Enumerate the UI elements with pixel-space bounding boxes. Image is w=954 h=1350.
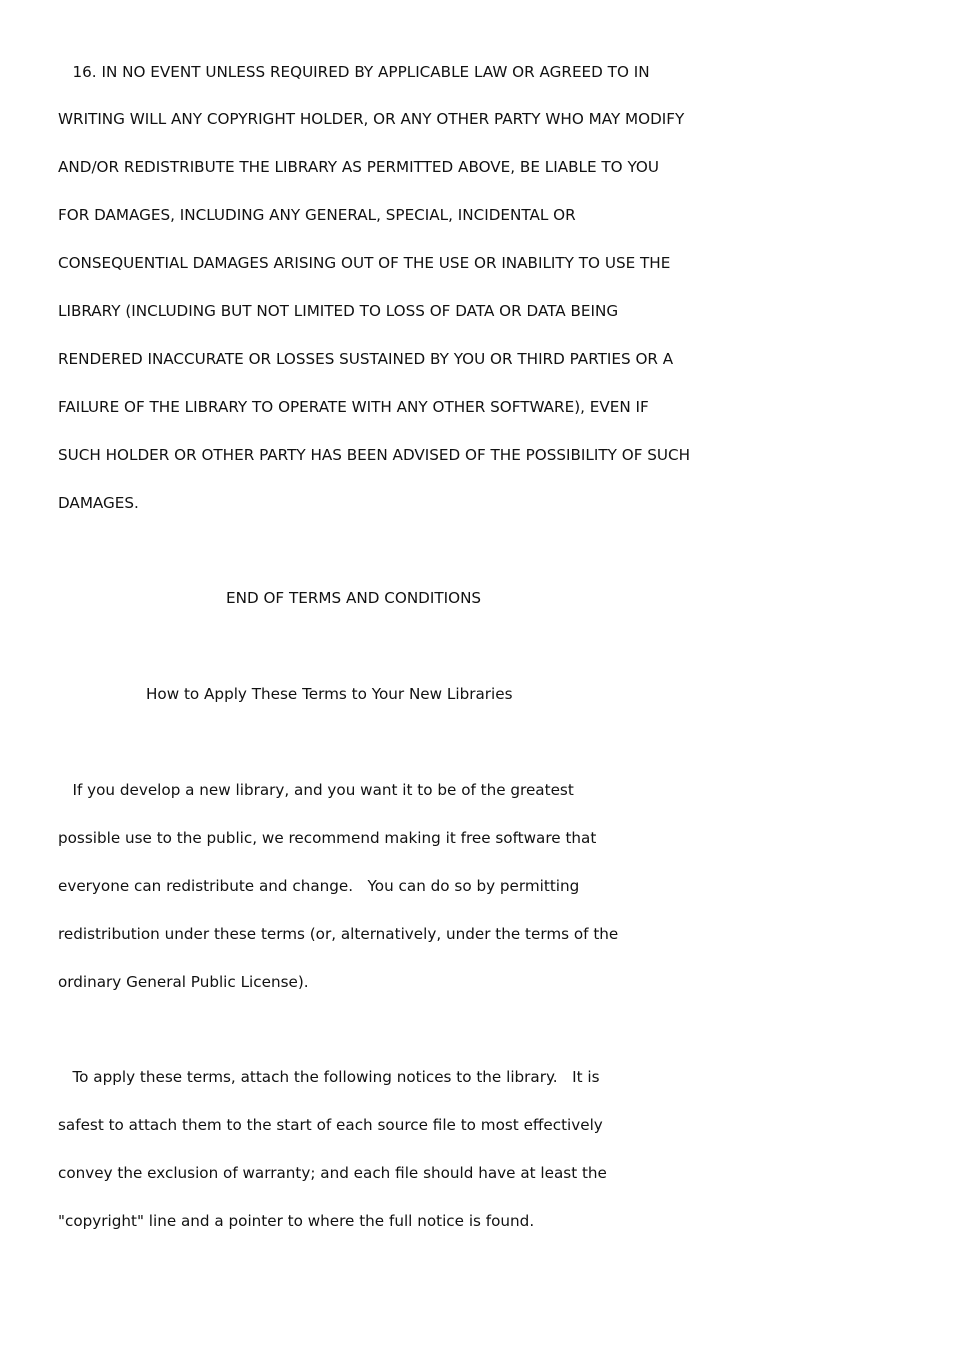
section-16-line: WRITING WILL ANY COPYRIGHT HOLDER, OR ANY OTHER PARTY WHO MAY MODIFY — [58, 110, 685, 128]
section-16-line: DAMAGES. — [58, 494, 139, 512]
paragraph-line: convey the exclusion of warranty; and each file should have at least the — [58, 1164, 607, 1182]
how-to-apply-heading: How to Apply These Terms to Your New Libraries — [146, 685, 513, 703]
paragraph-line: everyone can redistribute and change. You can do so by permitting — [58, 877, 580, 895]
paragraph-line: "copyright" line and a pointer to where the full notice is found. — [58, 1212, 535, 1230]
paragraph-line: If you develop a new library, and you want it to be of the greatest — [58, 781, 574, 799]
paragraph-line: possible use to the public, we recommend making it free software that — [58, 829, 597, 847]
section-16-line: FOR DAMAGES, INCLUDING ANY GENERAL, SPECIAL, INCIDENTAL OR — [58, 206, 576, 224]
paragraph-line: safest to attach them to the start of each source file to most effectively — [58, 1116, 603, 1134]
section-16-line: AND/OR REDISTRIBUTE THE LIBRARY AS PERMITTED ABOVE, BE LIABLE TO YOU — [58, 158, 659, 176]
section-16-line: LIBRARY (INCLUDING BUT NOT LIMITED TO LOSS OF DATA OR DATA BEING — [58, 302, 619, 320]
end-of-terms-heading: END OF TERMS AND CONDITIONS — [226, 589, 482, 607]
section-16-line: FAILURE OF THE LIBRARY TO OPERATE WITH ANY OTHER SOFTWARE), EVEN IF — [58, 398, 649, 416]
paragraph-line: ordinary General Public License). — [58, 973, 309, 991]
section-16-line: 16. IN NO EVENT UNLESS REQUIRED BY APPLICABLE LAW OR AGREED TO IN — [58, 63, 650, 81]
paragraph-line: To apply these terms, attach the following notices to the library. It is — [58, 1068, 600, 1086]
paragraph-line: redistribution under these terms (or, alternatively, under the terms of the — [58, 925, 619, 943]
section-16-line: SUCH HOLDER OR OTHER PARTY HAS BEEN ADVISED OF THE POSSIBILITY OF SUCH — [58, 446, 691, 464]
section-16-line: CONSEQUENTIAL DAMAGES ARISING OUT OF THE USE OR INABILITY TO USE THE — [58, 254, 671, 272]
section-16-line: RENDERED INACCURATE OR LOSSES SUSTAINED BY YOU OR THIRD PARTIES OR A — [58, 350, 674, 368]
